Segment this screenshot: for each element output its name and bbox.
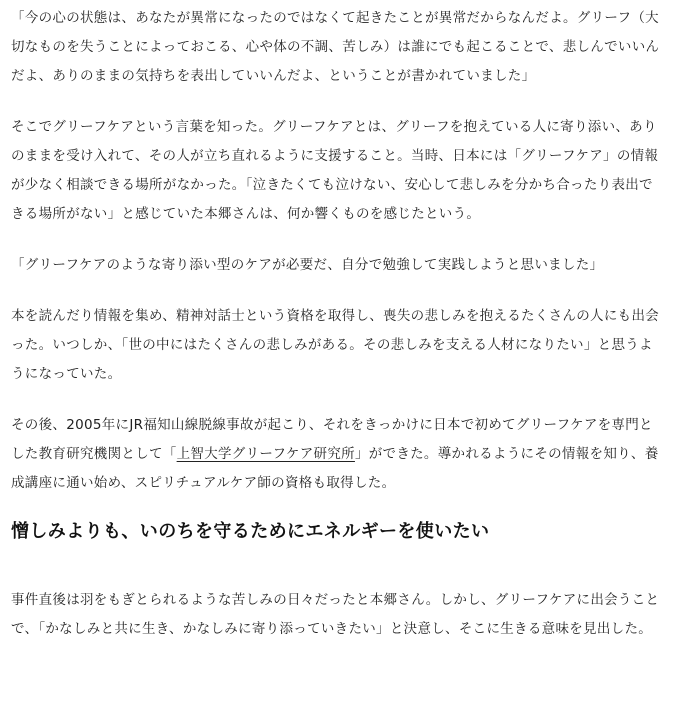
paragraph-quote-care: 「グリーフケアのような寄り添い型のケアが必要だ、自分で勉強して実践しようと思いました」: [11, 257, 604, 273]
paragraph-quote-grief: 「今の心の状態は、あなたが異常になったのではなくて起きたことが異常だからなんだよ。グリーフ（大切なものを失うことによっておこる、心や体の不調、苦しみ）は誰にでも起こることで、悲しんでいいんだよ、ありのままの気持ちを表出していいんだよ、ということが書かれていました」: [11, 10, 660, 84]
paragraph-meaning: 事件直後は羽をもぎとられるような苦しみの日々だったと本郷さん。しかし、グリーフケアに出会うことで、「かなしみと共に生き、かなしみに寄り添っていきたい」と決意し、そこに生きる意味を見出した。: [11, 592, 660, 637]
institute-text-before: その後、2005年にJR福知山線脱線事故が起こり、それをきっかけに日本で初めてグリーフケアを専門とした教育研究機関として「: [11, 417, 653, 462]
institute-text-after: 」ができた。導かれるようにその情報を知り、養成講座に通い始め、スピリチュアルケア師の資格も取得した。: [11, 446, 659, 491]
sophia-grief-care-institute-link[interactable]: 上智大学グリーフケア研究所: [176, 446, 355, 462]
section-heading: 憎しみよりも、いのちを守るためにエネルギーを使いたい: [11, 521, 490, 542]
article-body: [11, 0, 663, 644]
paragraph-institute: [11, 411, 663, 498]
paragraph-grief-care-definition: そこでグリーフケアという言葉を知った。グリーフケアとは、グリーフを抱えている人に寄り添い、ありのままを受け入れて、その人が立ち直れるように支援すること。当時、日本には「グリーフケア」の情報が少なく相談できる場所がなかった。「泣きたくても泣けない、安心して悲しみを分かち合ったり表出できる場所がない」と感じていた本郷さんは、何か響くものを感じたという。: [11, 119, 659, 222]
paragraph-counselor: 本を読んだり情報を集め、精神対話士という資格を取得し、喪失の悲しみを抱えるたくさんの人にも出会った。いつしか、「世の中にはたくさんの悲しみがある。その悲しみを支える人材になりたい」と思うようになっていた。: [11, 308, 660, 382]
